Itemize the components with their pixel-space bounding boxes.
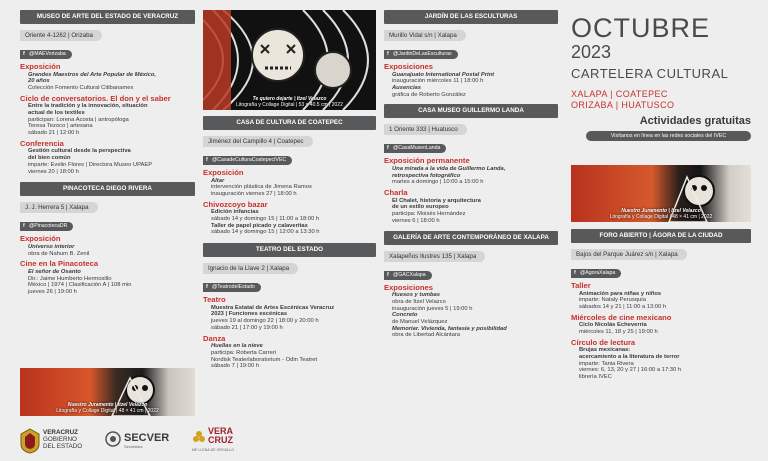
museo-ciclo-line: actual de los textiles (28, 110, 85, 116)
column-2 (203, 116, 376, 370)
jardin-expo-detail: inauguración miércoles 11 | 18:00 h (392, 78, 484, 85)
veracruz-gobierno-logo (20, 427, 90, 455)
galeria-expo-title: Exposiciones (384, 282, 433, 292)
museo-ciclo-detail: participan: Lorena Acosta | antropóloga (28, 116, 129, 123)
coatepec-expo-line: inauguración viernes 27 | 18:00 h (211, 191, 297, 197)
coatepec-expo-name: Altar (211, 177, 225, 184)
month-title: OCTUBRE (571, 13, 711, 43)
teatro-header: TEATRO DEL ESTADO (203, 243, 376, 257)
artwork-caption-1: Nuestro Juramento | Itzel Velazco Litografía y Collage Digital | 48 × 41 cm | 2022 (56, 402, 159, 414)
jardin-expo-detail: gráfica de Roberto González (392, 91, 466, 98)
facebook-icon: f (23, 51, 25, 57)
danza-detail: participa: Roberta Carreri (211, 349, 277, 356)
artwork-image-3 (571, 165, 751, 222)
foro-cine-detail: miércoles 11, 18 y 25 | 19:00 h (579, 329, 658, 335)
foro-lectura-line: acercamiento a la literatura de terror (579, 354, 680, 360)
museo-ciclo-detail: sábado 21 | 12:00 h (28, 130, 80, 137)
facebook-icon: f (206, 284, 208, 291)
galeria-expo-name: Concreto (392, 312, 418, 319)
museo-header: MUSEO DE ARTE DEL ESTADO DE VERACRUZ (20, 10, 195, 24)
foro-facebook-link[interactable]: f @AgoraXalapa (571, 269, 621, 278)
facebook-icon: f (574, 270, 576, 276)
artwork-caption-3: Nuestro Juramento | Itzel Velazco Litografía y Collage Digital | 48 × 41 cm | 2022 (609, 208, 713, 220)
galeria-header: GALERÍA DE ARTE CONTEMPORÁNEO DE XALAPA (384, 231, 558, 245)
facebook-icon: f (387, 145, 389, 152)
coatepec-header: CASA DE CULTURA DE COATEPEC (203, 116, 376, 130)
landa-address: 1 Oriente 333 | Huatusco (384, 124, 467, 135)
foro-lectura-title: Círculo de lectura (571, 337, 636, 347)
cities-line-1: XALAPA | COATEPEC (571, 89, 668, 99)
logo-text: GOBIERNO (43, 436, 77, 443)
facebook-icon: f (206, 157, 208, 163)
museo-ciclo-line: Entre la tradición y la innovación, situación (28, 103, 148, 110)
museo-conf-line: Gestión cultural desde la perspectiva (28, 148, 131, 155)
galeria-expo-detail: de Manuel Velázquez (392, 318, 448, 325)
museo-conf-detail: imparte: Evelin Flores | Directora Museo UPAEP (28, 161, 153, 168)
galeria-expo-name: Memoriar. Vivienda, fantasía y posibilidad (392, 325, 507, 332)
coatepec-expo-title: Exposición (203, 168, 244, 177)
coatepec-expo-line: intervención plástica de Jimena Ramos (211, 184, 312, 191)
galeria-address: Xalapeños Ilustres 135 | Xalapa (384, 251, 485, 262)
logo-text: Secretaría (124, 444, 143, 449)
galeria-expo-detail: obra de Libertad Alcántara (392, 332, 461, 339)
year: 2023 (571, 42, 612, 62)
museo-address: Oriente 4-1262 | Orizaba (20, 30, 102, 41)
landa-expo-line: Una mirada a la vida de Guillermo Landa, (392, 166, 506, 172)
foro-taller-title: Taller (571, 281, 591, 290)
free-activities: Actividades gratuitas (639, 115, 751, 127)
column-3 (384, 10, 558, 339)
cities-line-2: ORIZABA | HUATUSCO (571, 100, 675, 110)
coatepec-bazar-item: Edición infancias (211, 209, 259, 216)
teatro-detail: jueves 19 al domingo 22 | 18:00 y 20:00 h (211, 318, 319, 325)
museo-conf-detail: viernes 20 | 18:00 h (28, 168, 79, 175)
museo-expo-line: 20 años (28, 78, 50, 85)
logo-text: ME LLENA DE ORGULLO (192, 448, 235, 452)
artwork-caption-2: Te quiero dejarte | Itzel Velazco Litografía y Collage Digital | 53 × 40.5 cm | 2022 (236, 96, 343, 108)
foro-lectura-detail: viernes: 6, 13, 20 y 27 | 16:00 a 17:30 h (579, 367, 682, 374)
coatepec-facebook-link[interactable]: f @CasadeCulturaCoatepecIVEC (203, 156, 292, 165)
foro-cine-name: Ciclo Nicolás Echeverría (579, 322, 647, 329)
museo-expo-sub: Colección Fomento Cultural Citibanamex (28, 85, 134, 91)
museo-facebook-link[interactable]: f @MAEVorizaba (20, 50, 72, 59)
teatro-line: 2023 | Funciones escénicas (211, 311, 288, 318)
landa-charla-detail: participa: Moisés Hernández (392, 211, 466, 218)
foro-lectura-line: Brujas mexicanas: (579, 347, 631, 354)
pinacoteca-expo-title: Exposición (20, 234, 61, 244)
teatro-address: Ignacio de la Llave 2 | Xalapa (203, 263, 298, 274)
danza-detail: Nordisk Teaterlaboratorium - Odin Teatret (211, 356, 318, 363)
galeria-expo-name: Huesos y tumbas (392, 292, 440, 299)
veracruz-orgullo-logo (192, 427, 262, 455)
foro-address: Bajos del Parque Juárez s/n | Xalapa (571, 249, 687, 260)
facebook-icon: f (23, 223, 25, 230)
pinacoteca-cine-detail: jueves 26 | 19:00 h (28, 288, 77, 295)
jardin-expo-name: Ausencias (392, 85, 421, 91)
pinacoteca-expo-by: obra de Nahum B. Zenil (28, 250, 90, 257)
landa-expo-detail: martes a domingo | 10:00 a 15:00 h (392, 179, 484, 186)
logo-text: SECVER (124, 432, 170, 444)
coatepec-bazar-detail: sábado 14 y domingo 15 | 11:00 a 18:00 h (211, 216, 320, 222)
landa-charla-detail: viernes 6 | 18:00 h (392, 217, 440, 224)
jardin-expo-title: Exposiciones (384, 62, 433, 71)
teatro-facebook-link[interactable]: f @TeatrodelEstado (203, 283, 261, 292)
coatepec-address: Jiménez del Campillo 4 | Coatepec (203, 136, 313, 147)
landa-charla-title: Charla (384, 188, 408, 198)
danza-name: Huellas en la nieve (211, 343, 263, 350)
museo-conf-line: del bien común (28, 155, 71, 162)
pinacoteca-cine-title: Cine en la Pinacoteca (20, 259, 99, 269)
logo-text: DEL ESTADO (43, 443, 83, 450)
teatro-line: Muestra Estatal de Artes Escénicas Veracruz (211, 304, 335, 311)
galeria-expo-detail: obra de Itzel Velazco (392, 298, 446, 305)
museo-exposicion-title: Exposición (20, 62, 61, 71)
jardin-expo-name: Guanajuato International Postal Print (392, 71, 495, 78)
coatepec-bazar-detail: sábado 14 y domingo 15 | 12:00 a 13:30 h (211, 229, 320, 236)
danza-detail: sábado 7 | 19:00 h (211, 363, 259, 370)
cartelera-title: CARTELERA CULTURAL (571, 66, 729, 81)
logo-text: VERA (208, 426, 234, 436)
pinacoteca-address: J. J. Herrera 5 | Xalapa (20, 202, 98, 213)
teatro-title: Teatro (203, 295, 226, 305)
foro-lectura-detail: imparte: Tania Rivera (579, 360, 634, 367)
pinacoteca-cine-name: El señor de Osanto (28, 268, 81, 275)
coatepec-bazar-item: Taller de papel picado y calaveritas (211, 222, 308, 229)
secver-icon (105, 431, 121, 447)
landa-charla-line: El Chalet, historia y arquitectura (392, 197, 481, 204)
pinacoteca-facebook-link[interactable]: f @PinacotecaDR (20, 222, 73, 231)
foro-taller-detail: imparte: Nataly Perusquía (579, 297, 647, 304)
jardin-facebook-link[interactable]: f @JardinDeLasEsculturas (384, 50, 458, 59)
foro-cine-title: Miércoles de cine mexicano (571, 312, 672, 322)
pinacoteca-expo-name: Universo interior (28, 243, 75, 250)
facebook-icon: f (387, 271, 389, 278)
landa-expo-title: Exposición permanente (384, 156, 470, 166)
landa-charla-line: de un estilo europeo (392, 204, 449, 211)
galeria-facebook-link[interactable]: f @GACXalapa (384, 271, 432, 280)
pinacoteca-header: PINACOTECA DIEGO RIVERA (20, 182, 195, 196)
artwork-image-2 (203, 10, 376, 110)
landa-expo-line: retrospectiva fotográfico (392, 172, 461, 179)
facebook-icon: f (387, 51, 389, 57)
museo-ciclo-title: Ciclo de conversatorios. El don y el saber (20, 93, 171, 103)
artwork-illustration (203, 10, 376, 110)
online-banner: Visítanos en línea en las redes sociales del IVEC (586, 131, 751, 141)
foro-lectura-detail: librería IVEC (579, 374, 612, 381)
museo-conferencia-title: Conferencia (20, 138, 64, 148)
foro-section (571, 229, 751, 381)
column-4 (571, 10, 751, 141)
column-1 (20, 10, 195, 296)
pinacoteca-cine-detail: México | 1974 | Clasificación A | 108 min (28, 282, 132, 289)
foro-header: FORO ABIERTO | ÁGORA DE LA CIUDAD (571, 229, 751, 243)
jardin-header: JARDÍN DE LAS ESCULTURAS (384, 10, 558, 24)
coat-of-arms-icon (20, 428, 40, 454)
foro-taller-detail: sábados 14 y 21 | 11:00 a 13:00 h (579, 304, 667, 310)
secver-logo (105, 431, 175, 453)
galeria-expo-detail: inauguración jueves 5 | 19:00 h (392, 305, 473, 312)
footer-logos (20, 427, 270, 455)
landa-facebook-link[interactable]: f @CasaMuseoLanda (384, 144, 446, 153)
museo-ciclo-detail: Teresa Tezoco | artesana (28, 123, 93, 130)
landa-header: CASA MUSEO GUILLERMO LANDA (384, 104, 558, 118)
foro-taller-name: Animación para niñas y niños (579, 290, 662, 297)
danza-title: Danza (203, 333, 226, 343)
coatepec-bazar-title: Chivozcoyo bazar (203, 199, 268, 209)
logo-text: VERACRUZ (43, 429, 78, 436)
flower-icon (192, 430, 206, 444)
pinacoteca-cine-detail: Dir.: Jaime Humberto Hermosillo (28, 275, 112, 282)
teatro-detail: sábado 21 | 17:00 y 19:00 h (211, 324, 283, 331)
logo-text: CRUZ (208, 435, 233, 445)
artwork-image-1 (20, 368, 195, 416)
jardin-address: Murillo Vidal s/n | Xalapa (384, 30, 466, 41)
museo-expo-line: Grandes Maestros del Arte Popular de México, (28, 71, 156, 78)
